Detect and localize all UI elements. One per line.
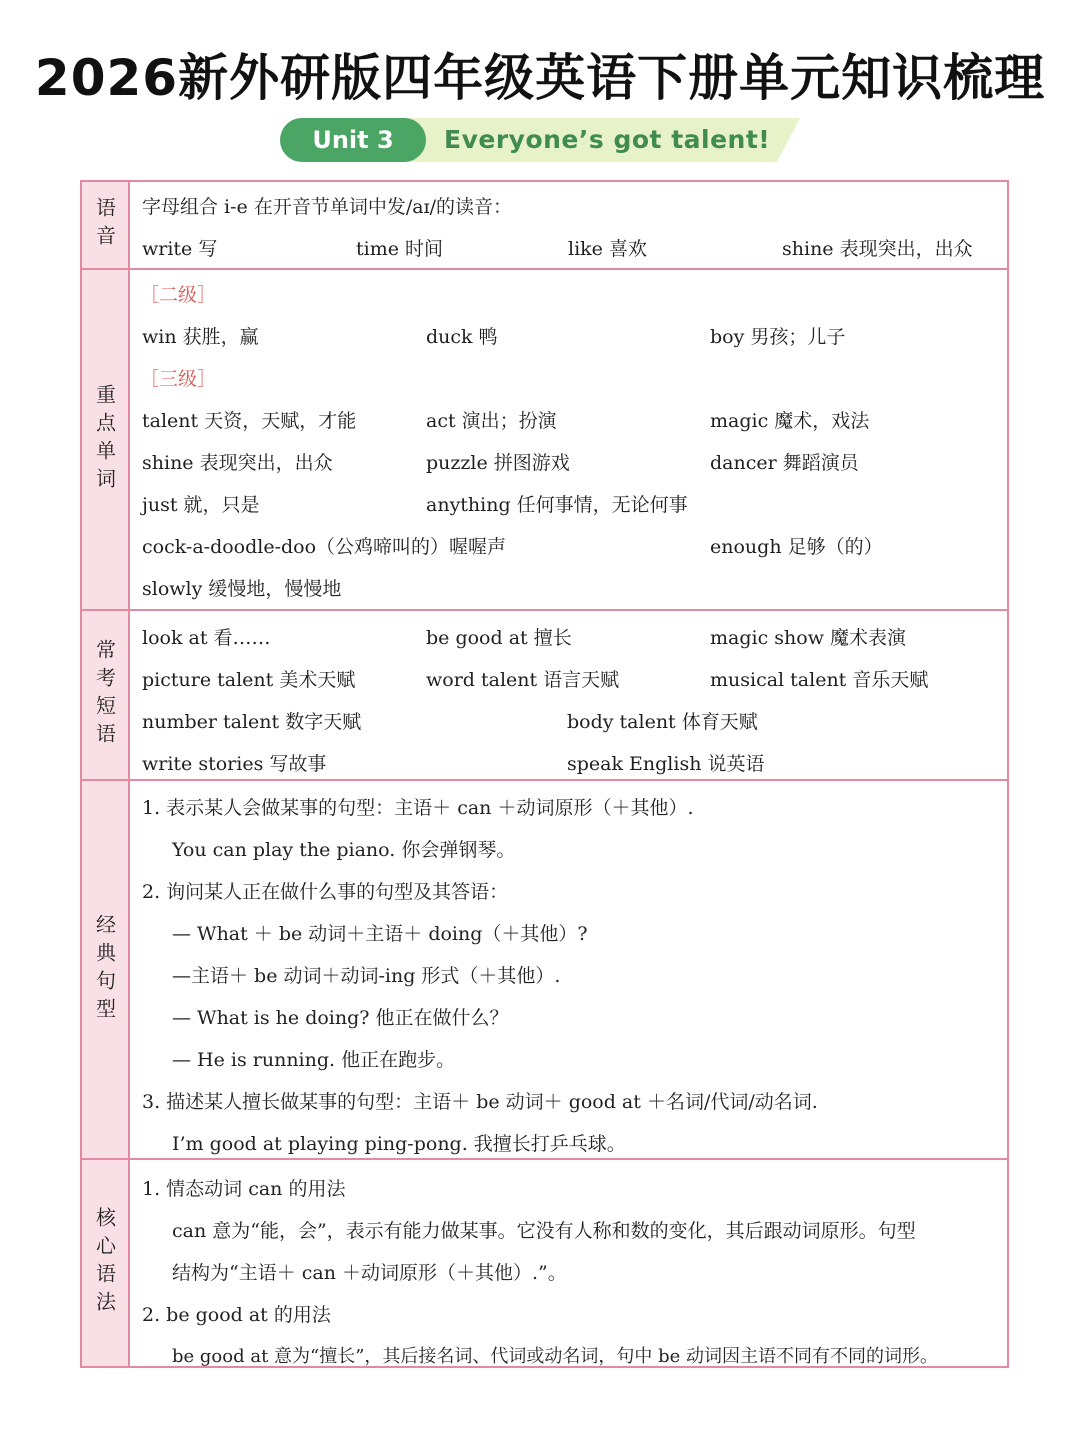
word-item: just 就，只是 [142,494,260,516]
word-item: enough 足够（的） [710,536,883,558]
phrase-item: number talent 数字天赋 [142,711,362,733]
level-tag: ［三级］ [140,368,217,390]
word-item: puzzle 拼图游戏 [426,452,570,474]
section-label [82,611,130,779]
word-item: like 喜欢 [568,238,647,260]
section-label-text: 常考短语 [92,639,117,751]
knowledge-table [80,180,1009,1368]
sentence-line: You can play the piano. 你会弹钢琴。 [172,839,516,861]
word-item: write 写 [142,238,218,260]
sentence-line: — He is running. 他正在跑步。 [172,1049,456,1071]
phrase-item: write stories 写故事 [142,753,327,775]
phrase-item: magic show 魔术表演 [710,627,906,649]
section-grammar [82,1160,1007,1366]
section-body [130,611,1007,779]
grammar-line: 2. be good at 的用法 [142,1304,331,1326]
section-label [82,1160,130,1366]
word-item: duck 鸭 [426,326,498,348]
sentence-line: — What is he doing? 他正在做什么？ [172,1007,509,1029]
grammar-line: be good at 意为“擅长”，其后接名词、代词或动名词，句中 be 动词因主语不同有不同的词形。 [172,1346,939,1367]
phrase-item: picture talent 美术天赋 [142,669,356,691]
section-label-text: 重点单词 [92,383,117,496]
phrase-item: body talent 体育天赋 [567,711,758,733]
section-body [130,1160,1007,1366]
word-item: shine 表现突出，出众 [142,452,333,474]
unit-banner [280,118,800,164]
section-body [130,781,1007,1158]
word-item: dancer 舞蹈演员 [710,452,859,474]
word-item: time 时间 [356,238,444,260]
section-body [130,270,1007,609]
pronunciation-intro: 字母组合 i-e 在开音节单词中发/aɪ/的读音： [142,196,513,218]
unit-topic: Everyone’s got talent! [444,125,771,154]
section-label-text: 经典句型 [92,913,117,1026]
sentence-line: 3. 描述某人擅长做某事的句型：主语＋ be 动词＋ good at ＋名词/代词/动名词. [142,1091,818,1113]
grammar-line: can 意为“能，会”，表示有能力做某事。它没有人称和数的变化，其后跟动词原形。句型 [172,1220,916,1242]
word-item: win 获胜，赢 [142,326,259,348]
grammar-line: 结构为“主语＋ can ＋动词原形（＋其他）.”。 [172,1262,567,1284]
phrase-item: word talent 语言天赋 [426,669,620,691]
section-label-text: 语音 [92,197,117,253]
phrase-item: speak English 说英语 [567,753,765,775]
sentence-line: 2. 询问某人正在做什么事的句型及其答语： [142,881,509,903]
word-item: cock-a-doodle-doo（公鸡啼叫的）喔喔声 [142,536,507,558]
section-body [130,182,1007,268]
section-sentences [82,781,1007,1160]
level-tag: ［二级］ [140,284,217,306]
section-label [82,781,130,1158]
sentence-line: —主语＋ be 动词＋动词-ing 形式（＋其他）. [172,965,561,987]
word-item: talent 天资，天赋，才能 [142,410,357,432]
section-phrases [82,611,1007,781]
word-item: shine 表现突出，出众 [782,238,973,260]
section-key-words [82,270,1007,611]
word-item: anything 任何事情，无论何事 [426,494,688,516]
sentence-line: I’m good at playing ping-pong. 我擅长打乒乓球。 [172,1133,626,1155]
section-label-text: 核心语法 [92,1207,117,1319]
section-pronunciation [82,182,1007,270]
phrase-item: look at 看…… [142,627,271,649]
sentence-line: 1. 表示某人会做某事的句型：主语＋ can ＋动词原形（＋其他）. [142,797,694,819]
word-item: slowly 缓慢地，慢慢地 [142,578,342,600]
grammar-line: 1. 情态动词 can 的用法 [142,1178,346,1200]
unit-label: Unit 3 [280,118,426,162]
section-label [82,270,130,609]
word-item: magic 魔术，戏法 [710,410,870,432]
sentence-line: — What ＋ be 动词＋主语＋ doing（＋其他）? [172,923,588,945]
phrase-item: musical talent 音乐天赋 [710,669,929,691]
word-item: act 演出；扮演 [426,410,557,432]
phrase-item: be good at 擅长 [426,627,572,649]
word-item: boy 男孩；儿子 [710,326,846,348]
section-label [82,182,130,268]
page-title: 2026新外研版四年级英语下册单元知识梳理 [34,49,1046,107]
